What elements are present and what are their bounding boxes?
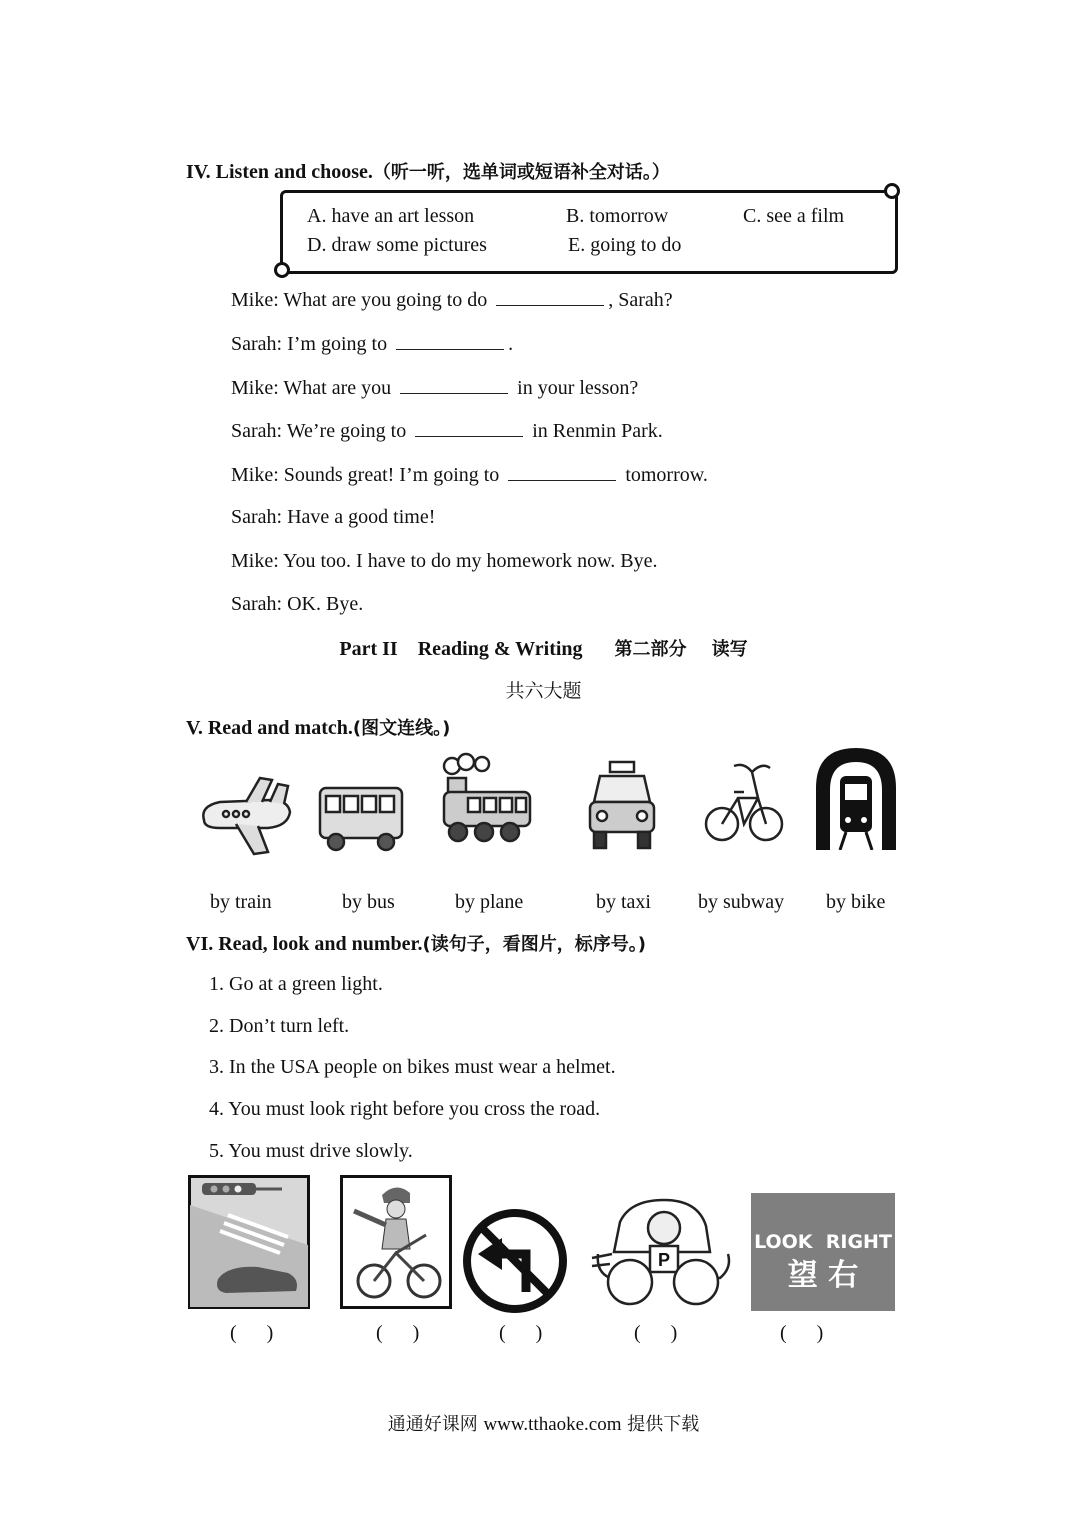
bike-picture — [704, 752, 784, 850]
option-e: E. going to do — [568, 234, 682, 256]
answer-paren[interactable]: ( ) — [230, 1322, 274, 1344]
options-box — [280, 190, 898, 274]
look-right-sign — [751, 1193, 895, 1311]
no-left-turn-sign — [462, 1208, 568, 1314]
label-by-bus: by bus — [342, 891, 395, 913]
part-2-title: Part II Reading & Writing 第二部分 读写 — [339, 638, 748, 660]
footer-download: 提供下载 — [627, 1414, 700, 1435]
label-by-subway: by subway — [698, 891, 785, 913]
option-a: A. have an art lesson — [307, 205, 475, 227]
label-by-plane: by plane — [455, 891, 524, 913]
traffic-light-picture — [188, 1175, 310, 1309]
section-5-heading: V. Read and match.(图文连线。) — [186, 717, 451, 739]
taxi-picture — [586, 758, 658, 854]
sentence-4: 4. You must look right before you cross the road. — [209, 1098, 601, 1120]
sentence-2: 2. Don’t turn left. — [209, 1015, 350, 1037]
dialogue-line: Mike: What are you going to do , Sarah? — [231, 289, 673, 311]
dialogue-line: Sarah: OK. Bye. — [231, 593, 364, 615]
answer-blank[interactable] — [400, 375, 508, 394]
answer-paren[interactable]: ( ) — [376, 1322, 420, 1344]
dialogue-line: Mike: You too. I have to do my homework now. Bye. — [231, 550, 658, 572]
section-4-heading-cn: （听一听，选单词或短语补全对话。） — [372, 162, 670, 183]
option-c: C. see a film — [743, 205, 845, 227]
sentence-3: 3. In the USA people on bikes must wear a helmet. — [209, 1056, 616, 1078]
look-right-text: LOOK RIGHT — [754, 1231, 892, 1253]
dialogue-line: Mike: Sounds great! I’m going to tomorrow. — [231, 464, 708, 486]
dialogue-line: Mike: What are you in your lesson? — [231, 377, 639, 399]
subway-picture — [814, 746, 898, 850]
answer-blank[interactable] — [508, 462, 616, 481]
footer — [0, 1410, 1087, 1436]
section-4-heading-en: IV. Listen and choose. — [186, 161, 373, 183]
footer-url[interactable]: www.tthaoke.com — [483, 1414, 622, 1435]
section-4-heading — [186, 158, 670, 184]
label-by-train: by train — [210, 891, 272, 913]
scroll-curl-icon — [884, 183, 900, 199]
section-6-heading: VI. Read, look and number.(读句子，看图片，标序号。) — [186, 933, 646, 955]
dialogue-line: Sarah: I’m going to . — [231, 333, 514, 355]
dialogue-line: Sarah: We’re going to in Renmin Park. — [231, 420, 663, 442]
answer-paren[interactable]: ( ) — [634, 1322, 678, 1344]
part-2-subtitle: 共六大题 — [505, 680, 582, 702]
look-right-cn-text: 望 右 — [787, 1258, 859, 1293]
answer-blank[interactable] — [396, 331, 504, 350]
option-d: D. draw some pictures — [307, 234, 487, 256]
footer-site-name: 通通好课网 — [387, 1414, 478, 1435]
plane-picture — [196, 772, 296, 860]
answer-paren[interactable]: ( ) — [780, 1322, 824, 1344]
bus-picture — [316, 784, 406, 856]
slow-car-picture — [590, 1192, 736, 1308]
dialogue-line: Sarah: Have a good time! — [231, 506, 436, 528]
sentence-5: 5. You must drive slowly. — [209, 1140, 413, 1162]
car-badge: P — [657, 1250, 671, 1270]
sentence-1: 1. Go at a green light. — [209, 973, 383, 995]
label-by-taxi: by taxi — [596, 891, 651, 913]
option-b: B. tomorrow — [566, 205, 669, 227]
label-by-bike: by bike — [826, 891, 886, 913]
helmet-picture — [340, 1175, 452, 1309]
scroll-curl-icon — [274, 262, 290, 278]
answer-paren[interactable]: ( ) — [499, 1322, 543, 1344]
answer-blank[interactable] — [496, 287, 604, 306]
train-picture — [438, 752, 536, 848]
answer-blank[interactable] — [415, 418, 523, 437]
